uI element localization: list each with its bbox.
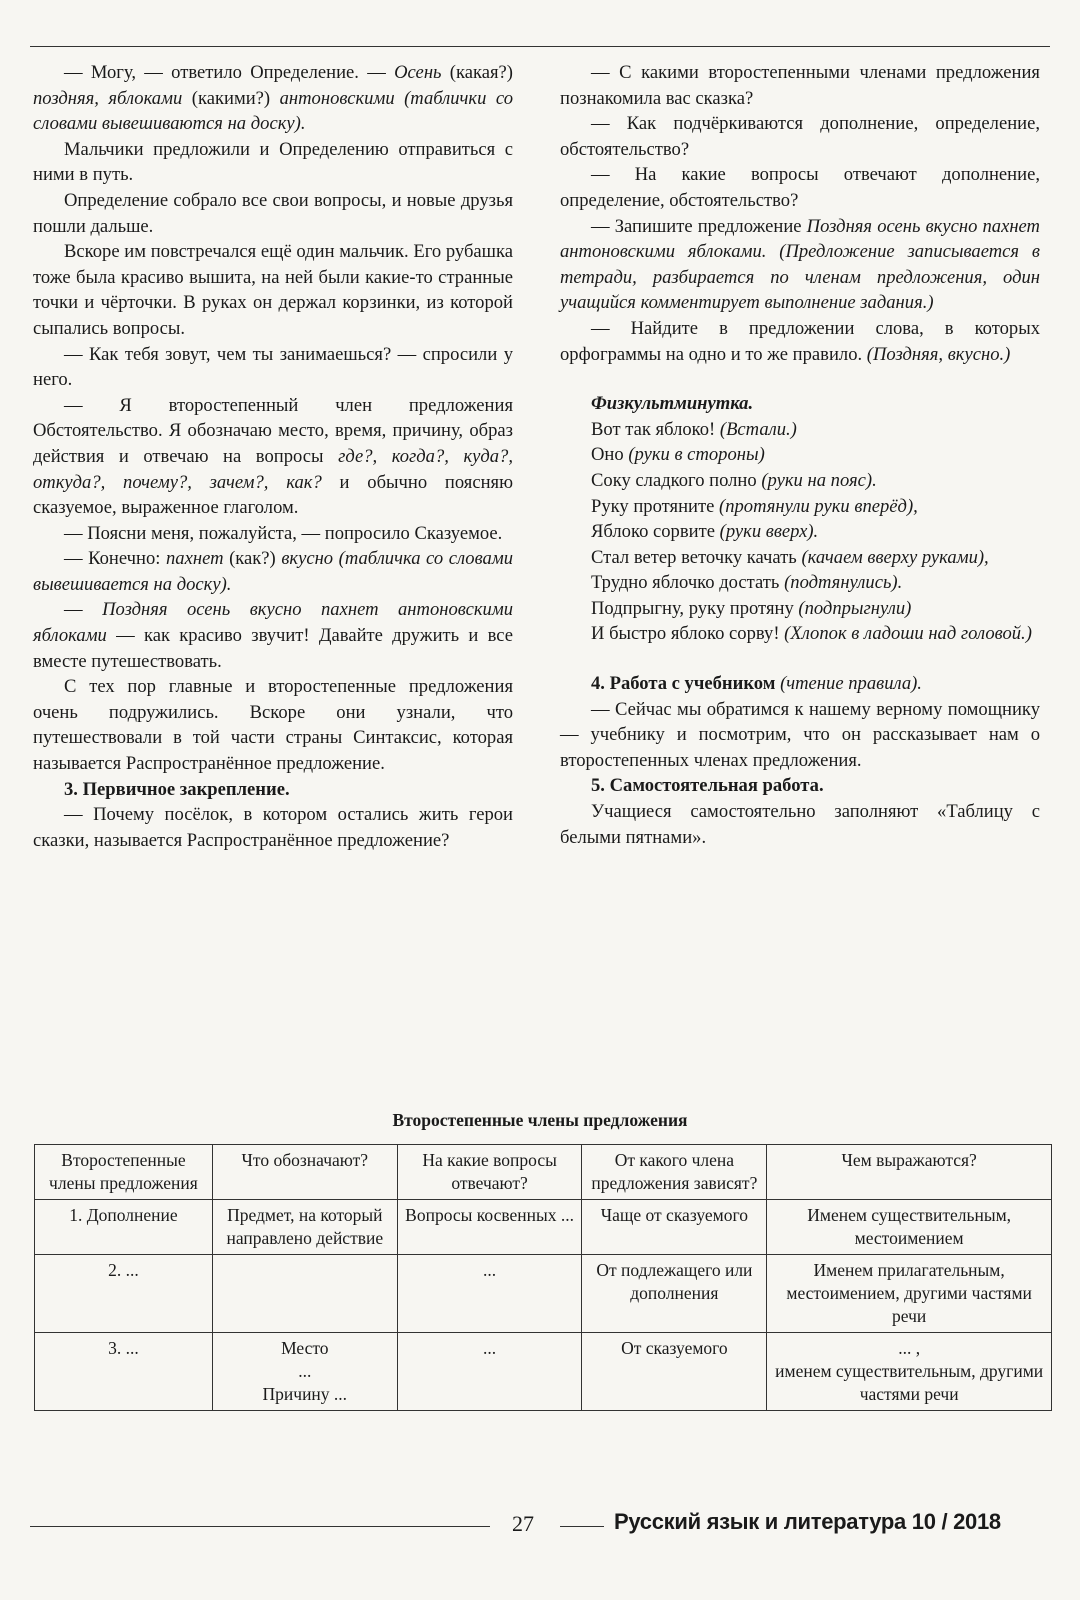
table-cell: ... , именем существительным, другими частями речи	[767, 1333, 1052, 1411]
paragraph: Учащиеся самостоятельно заполняют «Таблицу с белыми пятнами».	[560, 801, 1040, 848]
table-cell: От сказуемого	[582, 1333, 767, 1411]
table-cell: ...	[397, 1333, 582, 1411]
table-body	[35, 1200, 1052, 1411]
verse-line: Физкультминутка.	[591, 393, 754, 415]
verse-line: Оно (руки в стороны)	[591, 444, 765, 466]
table-row	[35, 1255, 1052, 1333]
table-row	[35, 1200, 1052, 1255]
paragraph: — Найдите в предложении слова, в которых орфограммы на одно и то же правило. (Поздняя, вкусно.)	[560, 317, 1040, 365]
table-cell: Предмет, на который направлено действие	[212, 1200, 397, 1255]
paragraph: — Запишите предложение Поздняя осень вкусно пахнет антоновскими яблоками. (Предложение записывается в тетради, разбирается по членам предложения, один учащийся комментирует выполнение задания.)	[560, 215, 1040, 314]
paragraph: — Конечно: пахнет (как?) вкусно (табличка со словами вывешивается на доску).	[33, 548, 513, 595]
paragraph: — Могу, — ответило Определение. — Осень (какая?) поздняя, яблоками (какими?) антоновскими (таблички со словами вывешиваются на доску).	[33, 62, 513, 135]
footer-divider-left	[30, 1526, 490, 1527]
paragraph-gap	[560, 647, 1040, 671]
left-column	[33, 60, 513, 853]
table-cell: Место ... Причину ...	[212, 1333, 397, 1411]
table-header-cell: На какие вопросы отвечают?	[397, 1145, 582, 1200]
verse-line: Трудно яблочко достать (подтянулись).	[591, 572, 903, 594]
table-title: Второстепенные члены предложения	[392, 1110, 688, 1130]
table-header-cell: Что обозначают?	[212, 1145, 397, 1200]
paragraph-gap	[560, 367, 1040, 391]
verse-line: Руку протяните (протянули руки вперёд),	[591, 495, 918, 517]
paragraph: — Сейчас мы обратимся к нашему верному помощнику — учебнику и посмотрим, что он рассказывает нам о второстепенных членах предложения.	[560, 698, 1040, 771]
right-column	[560, 60, 1040, 850]
table-cell: ...	[397, 1255, 582, 1333]
secondary-members-table	[34, 1144, 1052, 1411]
paragraph: — Почему посёлок, в котором остались жить герои сказки, называется Распространённое предложение?	[33, 804, 513, 851]
table-cell: Чаще от сказуемого	[582, 1200, 767, 1255]
paragraph: 4. Работа с учебником (чтение правила).	[591, 673, 922, 695]
table-cell: 1. Дополнение	[35, 1200, 213, 1255]
paragraph: Вскоре им повстречался ещё один мальчик. Его рубашка тоже была красиво вышита, на ней были какие-то странные точки и чёрточки. В руках он держал корзинки, из которой сыпались вопросы.	[33, 241, 513, 339]
table-header-cell: Второстепенные члены предложения	[35, 1145, 213, 1200]
table-cell: 3. ...	[35, 1333, 213, 1411]
table-cell: От подлежащего или дополнения	[582, 1255, 767, 1333]
paragraph: С тех пор главные и второстепенные предложения очень подружились. Вскоре они узнали, что путешествовали в той части страны Синтаксис, которая называется Распространённое предложение.	[33, 676, 513, 775]
paragraph: 3. Первичное закрепление.	[64, 778, 290, 800]
verse-line: И быстро яблоко сорву! (Хлопок в ладоши над головой.)	[591, 623, 1032, 645]
paragraph: — Поясни меня, пожалуйста, — попросило Сказуемое.	[64, 522, 503, 544]
paragraph: — На какие вопросы отвечают дополнение, определение, обстоятельство?	[560, 164, 1040, 211]
paragraph: — С какими второстепенными членами предложения познакомила вас сказка?	[560, 62, 1040, 109]
paragraph: — Как тебя зовут, чем ты занимаешься? — спросили у него.	[33, 343, 513, 391]
paragraph: — Я второстепенный член предложения Обстоятельство. Я обозначаю место, время, причину, образ действия и отвечаю на вопросы где?, когда?, куда?, откуда?, почему?, зачем?, как? и обычно поясняю сказуемое, выраженное глаголом.	[33, 394, 514, 519]
table-header-row	[35, 1145, 1052, 1200]
footer-divider-mid	[560, 1526, 604, 1527]
paragraph: 5. Самостоятельная работа.	[591, 775, 824, 797]
table-header-cell: От какого члена предложения зависят?	[582, 1145, 767, 1200]
paragraph: Мальчики предложили и Определению отправиться с ними в путь.	[33, 138, 513, 186]
verse-line: Соку сладкого полно (руки на пояс).	[591, 469, 877, 491]
paragraph: — Как подчёркиваются дополнение, определение, обстоятельство?	[560, 113, 1040, 160]
table-cell: Вопросы косвенных ...	[397, 1200, 582, 1255]
page-number: 27	[512, 1511, 534, 1536]
table-header-cell: Чем выражаются?	[767, 1145, 1052, 1200]
top-divider	[30, 46, 1050, 47]
journal-title: Русский язык и литература 10 / 2018	[614, 1509, 1001, 1534]
table-cell: 2. ...	[35, 1255, 213, 1333]
table-cell	[212, 1255, 397, 1333]
paragraph: — Поздняя осень вкусно пахнет антоновскими яблоками — как красиво звучит! Давайте дружить и все вместе путешествовать.	[33, 599, 514, 672]
verse-line: Яблоко сорвите (руки вверх).	[591, 521, 819, 543]
verse-line: Подпрыгну, руку протяну (подпрыгнули)	[591, 597, 912, 619]
verse-line: Стал ветер веточку качать (качаем вверху руками),	[591, 546, 989, 568]
table-cell: Именем существительным, местоимением	[767, 1200, 1052, 1255]
table-row	[35, 1333, 1052, 1411]
verse-line: Вот так яблоко! (Встали.)	[591, 418, 797, 440]
paragraph: Определение собрало все свои вопросы, и новые друзья пошли дальше.	[33, 189, 513, 237]
table-cell: Именем прилагательным, местоимением, другими частями речи	[767, 1255, 1052, 1333]
